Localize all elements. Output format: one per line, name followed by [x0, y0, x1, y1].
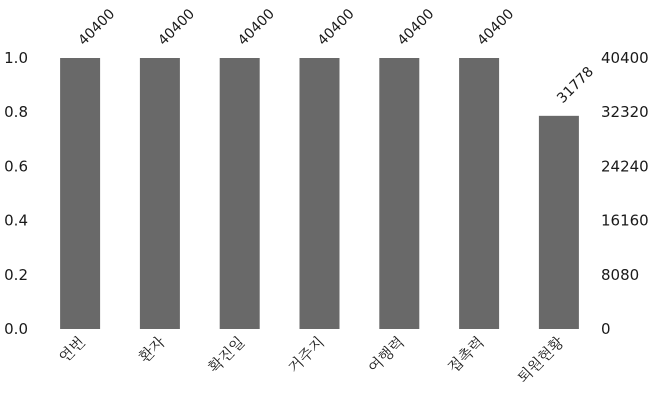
- category-label: 환자: [135, 333, 169, 367]
- bar: [379, 58, 419, 329]
- bar-value-label: 40400: [235, 6, 278, 49]
- bar-value-label: 40400: [155, 6, 199, 49]
- category-label: 퇴원현황: [513, 333, 568, 387]
- bar: [300, 58, 340, 329]
- left-axis-ticks: [4, 49, 28, 338]
- left-tick-label: 0.8: [4, 103, 28, 122]
- right-axis-ticks: [601, 49, 649, 338]
- bar: [459, 58, 499, 329]
- category-label: 확진일: [204, 333, 249, 377]
- category-label: 거주지: [284, 333, 329, 377]
- right-tick-label: 32320: [601, 103, 649, 122]
- left-tick-label: 0.6: [4, 157, 28, 176]
- category-label: 접촉력: [444, 333, 488, 377]
- left-tick-label: 0.2: [4, 265, 28, 284]
- right-tick-label: 16160: [601, 211, 649, 230]
- left-tick-label: 1.0: [4, 49, 28, 67]
- bar: [220, 58, 260, 329]
- bar-value-label: 40400: [314, 6, 358, 49]
- right-tick-label: 40400: [601, 49, 649, 67]
- category-label: 여행력: [364, 333, 408, 377]
- bar-value-label: 31778: [554, 63, 598, 107]
- bars: [60, 58, 579, 329]
- right-tick-label: 8080: [601, 265, 640, 284]
- bar-value-label: 40400: [75, 6, 119, 49]
- bar-value-label: 40400: [474, 6, 518, 49]
- left-tick-label: 0.4: [4, 211, 28, 230]
- left-tick-label: 0.0: [4, 320, 28, 338]
- bar: [539, 116, 579, 329]
- bar: [140, 58, 180, 329]
- right-tick-label: 0: [601, 320, 611, 338]
- category-labels: [56, 333, 568, 387]
- right-tick-label: 24240: [601, 157, 649, 176]
- category-label: 연번: [55, 333, 89, 367]
- bar: [60, 58, 100, 329]
- bar-value-label: 40400: [394, 6, 438, 49]
